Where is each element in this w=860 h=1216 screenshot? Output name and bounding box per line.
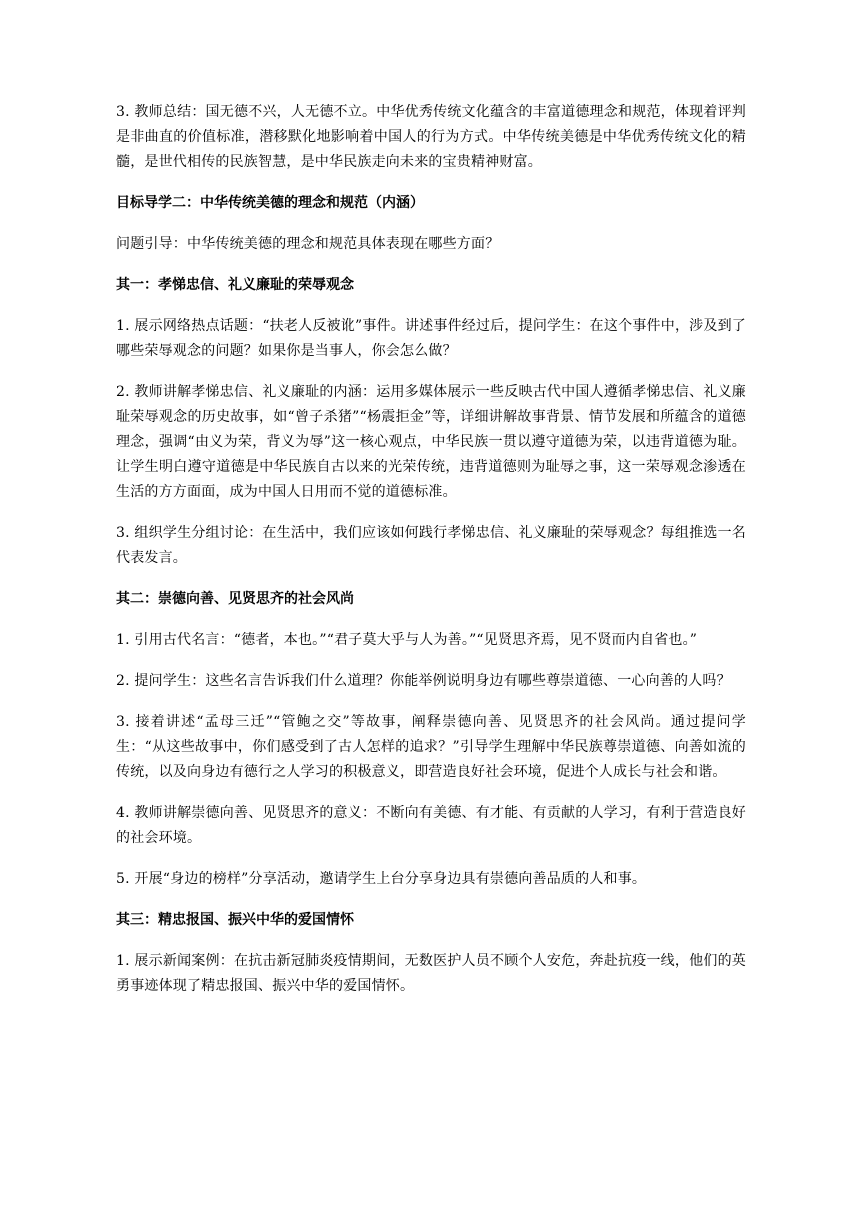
paragraph-group-discussion: 3. 组织学生分组讨论：在生活中，我们应该如何践行孝悌忠信、礼义廉耻的荣辱观念？每组推选一名代表发言。	[116, 525, 746, 566]
paragraph-role-model-activity: 5. 开展“身边的榜样”分享活动，邀请学生上台分享身边具有崇德向善品质的人和事。	[116, 871, 647, 887]
paragraph-ancient-quotes: 1. 引用古代名言：“德者，本也。”“君子莫大乎与人为善。”“见贤思齐焉，见不贤而内自省也。”	[116, 632, 698, 648]
subheading-honor-shame: 其一：孝悌忠信、礼义廉耻的荣辱观念	[116, 277, 354, 293]
paragraph-explain-connotation: 2. 教师讲解孝悌忠信、礼义廉耻的内涵：运用多媒体展示一些反映古代中国人遵循孝悌忠信、礼义廉耻荣辱观念的历史故事，如“曾子杀猪”“杨震拒金”等，详细讲解故事背景、情节发展和所蕴含的道德理念，强调“由义为荣，背义为辱”这一核心观点，中华民族一贯以遵守道德为荣，以违背道德为耻。让学生明白遵守道德是中华民族自古以来的光荣传统，违背道德则为耻辱之事，这一荣辱观念渗透在生活的方方面面，成为中国人日用而不觉的道德标准。	[116, 384, 746, 500]
subheading-patriotism: 其三：精忠报国、振兴中华的爱国情怀	[116, 912, 354, 928]
paragraph-significance: 4. 教师讲解崇德向善、见贤思齐的意义：不断向有美德、有才能、有贡献的人学习，有利于营造良好的社会环境。	[116, 805, 746, 846]
paragraph-hot-topic: 1. 展示网络热点话题：“扶老人反被讹”事件。讲述事件经过后，提问学生：在这个事件中，涉及到了哪些荣辱观念的问题？如果你是当事人，你会怎么做？	[116, 318, 746, 359]
paragraph-stories: 3. 接着讲述“孟母三迁”“管鲍之交”等故事，阐释崇德向善、见贤思齐的社会风尚。通过提问学生：“从这些故事中，你们感受到了古人怎样的追求？”引导学生理解中华民族尊崇道德、向善如流的传统，以及向身边有德行之人学习的积极意义，即营造良好社会环境，促进个人成长与社会和谐。	[116, 714, 746, 780]
document-page	[116, 100, 746, 1015]
section-heading-goal-two: 目标导学二：中华传统美德的理念和规范（内涵）	[116, 195, 424, 211]
subheading-virtue-goodness: 其二：崇德向善、见贤思齐的社会风尚	[116, 591, 354, 607]
paragraph-teacher-summary: 3. 教师总结：国无德不兴，人无德不立。中华优秀传统文化蕴含的丰富道德理念和规范，体现着评判是非曲直的价值标准，潜移默化地影响着中国人的行为方式。中华传统美德是中华优秀传统文化的精髓，是世代相传的民族智慧，是中华民族走向未来的宝贵精神财富。	[116, 104, 746, 170]
paragraph-news-case: 1. 展示新闻案例：在抗击新冠肺炎疫情期间，无数医护人员不顾个人安危，奔赴抗疫一线，他们的英勇事迹体现了精忠报国、振兴中华的爱国情怀。	[116, 953, 746, 994]
paragraph-question-guide: 问题引导：中华传统美德的理念和规范具体表现在哪些方面？	[116, 236, 500, 252]
paragraph-ask-students: 2. 提问学生：这些名言告诉我们什么道理？你能举例说明身边有哪些尊崇道德、一心向善的人吗？	[116, 673, 731, 689]
